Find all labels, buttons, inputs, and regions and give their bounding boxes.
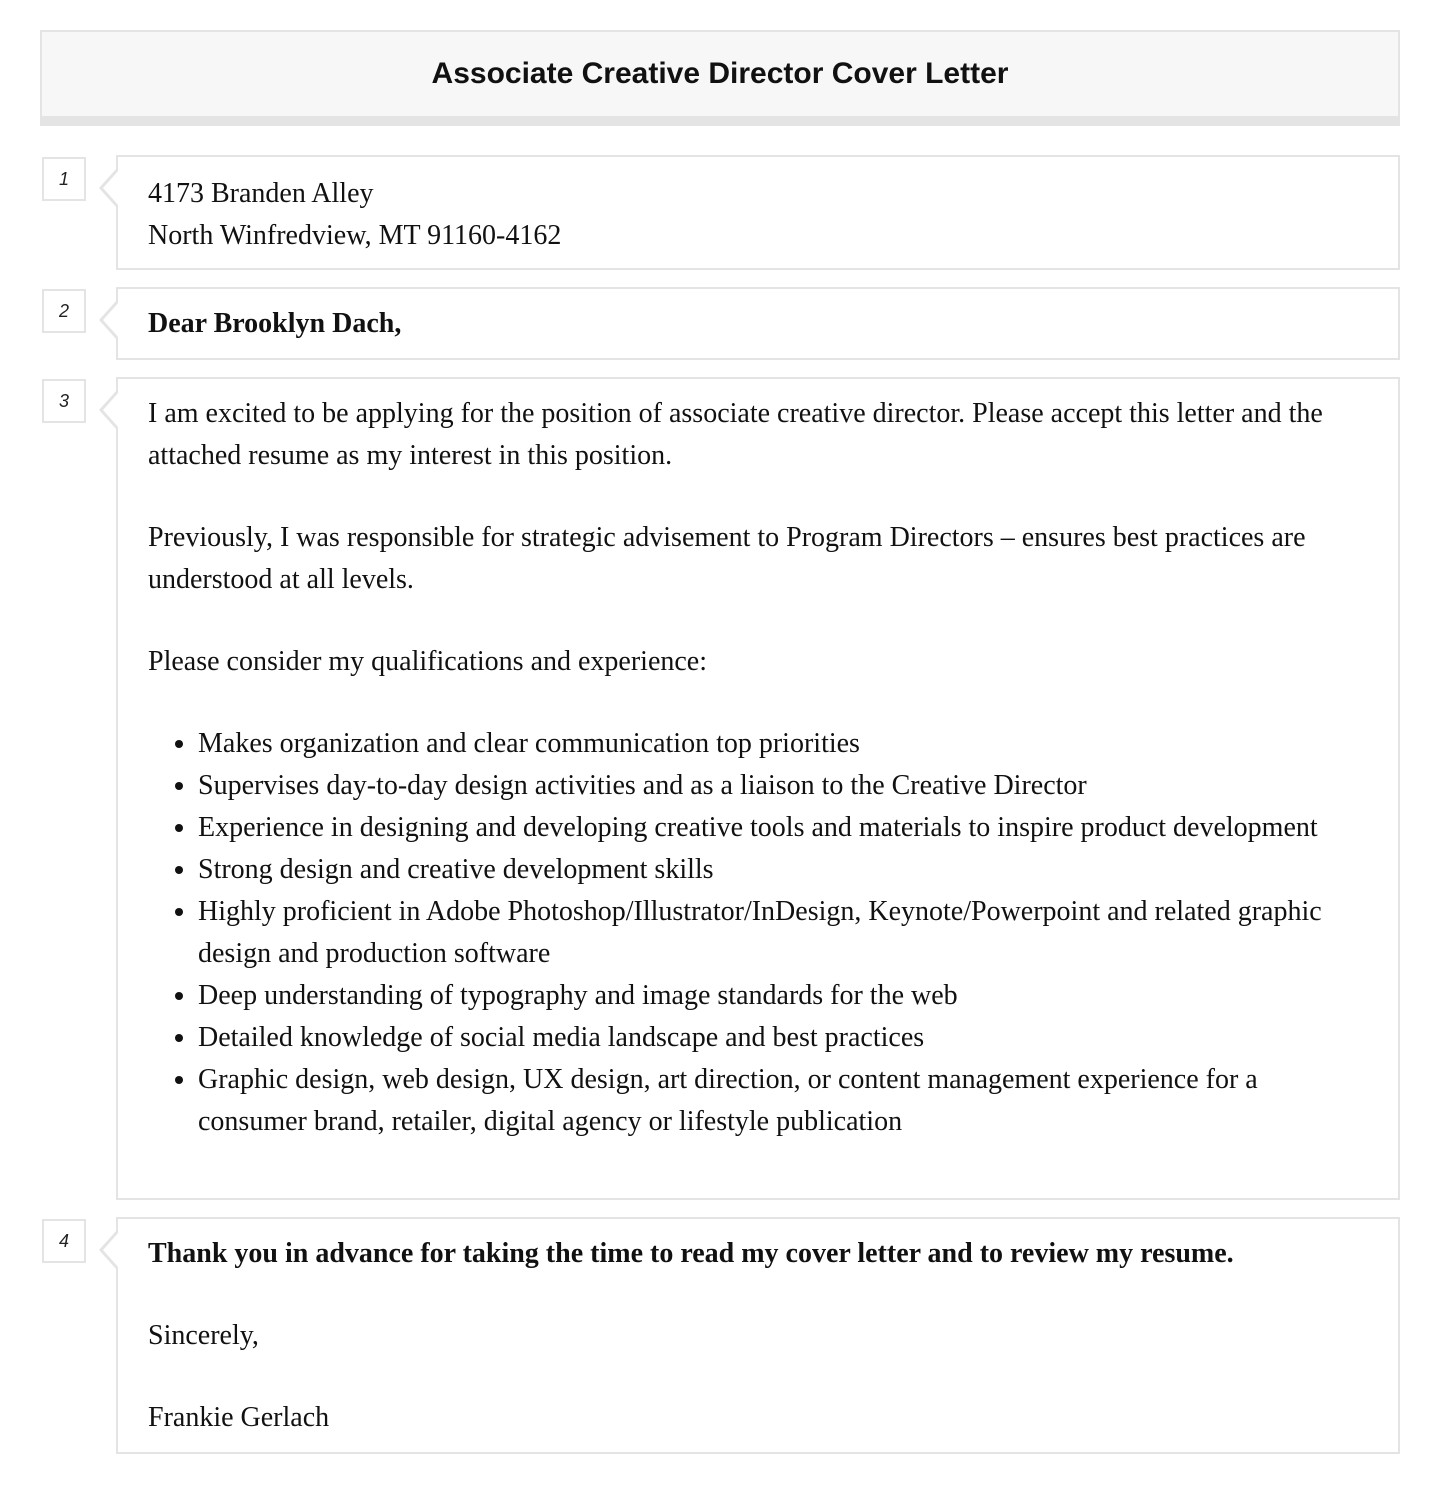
- body-paragraph-3: Please consider my qualifications and experience:: [148, 646, 708, 677]
- list-item: • Graphic design, web design, UX design, art direction, or content management experience for a consumer brand, retailer, digital agency or lifestyle publication: [198, 1059, 1368, 1143]
- body-card: [116, 377, 1400, 1200]
- signature-name: Frankie Gerlach: [148, 1402, 330, 1433]
- body-paragraph-1: I am excited to be applying for the position of associate creative director. Please accept this letter and the attached resume as my interest in this position.: [148, 398, 1323, 471]
- list-item: • Supervises day-to-day design activities and as a liaison to the Creative Director: [198, 765, 1368, 807]
- list-item: • Detailed knowledge of social media landscape and best practices: [198, 1017, 1368, 1059]
- closing-statement: Thank you in advance for taking the time to read my cover letter and to review my resume.: [148, 1238, 1234, 1269]
- section-number-4: 4: [42, 1219, 86, 1263]
- section-number-3: 3: [42, 379, 86, 423]
- salutation-card: [116, 287, 1400, 360]
- list-item: • Makes organization and clear communication top priorities: [198, 723, 1368, 765]
- list-item: • Highly proficient in Adobe Photoshop/Illustrator/InDesign, Keynote/Powerpoint and related graphic design and production software: [198, 891, 1368, 975]
- section-number-2: 2: [42, 289, 86, 333]
- body-paragraph-2: Previously, I was responsible for strategic advisement to Program Directors – ensures best practices are understood at all levels.: [148, 522, 1306, 595]
- qualifications-list: [148, 723, 1368, 1143]
- list-item: • Experience in designing and developing creative tools and materials to inspire product development: [198, 807, 1368, 849]
- list-item: • Deep understanding of typography and image standards for the web: [198, 975, 1368, 1017]
- address-card: [116, 155, 1400, 270]
- address-line-2: North Winfredview, MT 91160-4162: [148, 220, 562, 251]
- salutation: Dear Brooklyn Dach,: [148, 308, 402, 339]
- list-item: • Strong design and creative development skills: [198, 849, 1368, 891]
- page-title: Associate Creative Director Cover Letter: [431, 57, 1009, 90]
- signoff: Sincerely,: [148, 1320, 259, 1351]
- closing-card: [116, 1217, 1400, 1454]
- address-line-1: 4173 Branden Alley: [148, 178, 374, 209]
- section-number-1: 1: [42, 157, 86, 201]
- page-header: [40, 30, 1400, 126]
